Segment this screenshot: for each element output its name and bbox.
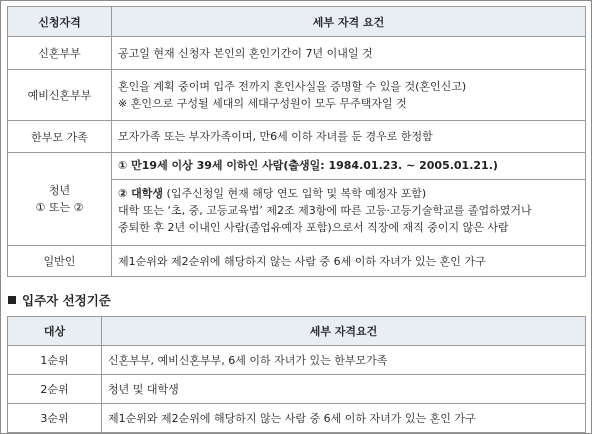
row-label-newlywed: 신혼부부 [8, 37, 112, 70]
header-requirements: 세부 자격요건 [102, 317, 586, 346]
youth-option-2: ② 대학생 (입주신청일 현재 해당 연도 입학 및 복학 예정자 포함) 대학 또는 ‘초, 중, 고등교육법’ 제2조 제3항에 따른 고등·고등기술학교를 졸업하였거나 중퇴한 후 2년 이내인 사람(졸업유예자 포함)으로서 직장에 재직 중이지 않은 사람 [118, 187, 532, 234]
table-row [8, 246, 586, 277]
table-row [8, 70, 586, 121]
header-target: 대상 [8, 317, 102, 346]
table-row [8, 404, 586, 433]
youth-option-1: ① 만19세 이상 39세 이하인 사람(출생일: 1984.01.23. ~ 2005.01.21.) [112, 153, 585, 180]
row-label-youth: 청년 ① 또는 ② [8, 153, 112, 246]
table-row [8, 37, 586, 70]
table-row [8, 121, 586, 153]
row-label-single-parent: 한부모 가족 [8, 121, 112, 153]
table-row [8, 153, 586, 246]
row-desc-prenewlywed: 혼인을 계획 중이며 입주 전까지 혼인사실을 증명할 수 있을 것(혼인신고) ※ 혼인으로 구성될 세대의 세대구성원이 모두 무주택자일 것 [112, 70, 586, 121]
table-row [8, 346, 586, 375]
square-bullet-icon [8, 296, 16, 304]
rank-2: 2순위 [8, 375, 102, 404]
row-desc-general: 제1순위와 제2순위에 해당하지 않는 사람 중 6세 이하 자녀가 있는 혼인 가구 [112, 246, 586, 277]
section-title: 입주자 선정기준 [8, 291, 111, 309]
rank-3-desc: 제1순위와 제2순위에 해당하지 않는 사람 중 6세 이하 자녀가 있는 혼인 가구 [102, 404, 586, 433]
rank-3: 3순위 [8, 404, 102, 433]
rank-2-desc: 청년 및 대학생 [102, 375, 586, 404]
rank-1: 1순위 [8, 346, 102, 375]
table-header-row [8, 317, 586, 346]
header-details: 세부 자격 요건 [112, 7, 586, 37]
qualification-table [7, 6, 586, 277]
table-header-row [8, 7, 586, 37]
selection-criteria-table [7, 316, 586, 433]
row-desc-youth [112, 153, 586, 246]
row-desc-newlywed: 공고일 현재 신청자 본인의 혼인기간이 7년 이내일 것 [112, 37, 586, 70]
row-desc-single-parent: 모자가족 또는 부자가족이며, 만6세 이하 자녀를 둔 경우로 한정함 [112, 121, 586, 153]
header-qualification: 신청자격 [8, 7, 112, 37]
row-label-prenewlywed: 예비신혼부부 [8, 70, 112, 121]
rank-1-desc: 신혼부부, 예비신혼부부, 6세 이하 자녀가 있는 한부모가족 [102, 346, 586, 375]
row-label-general: 일반인 [8, 246, 112, 277]
table-row [8, 375, 586, 404]
